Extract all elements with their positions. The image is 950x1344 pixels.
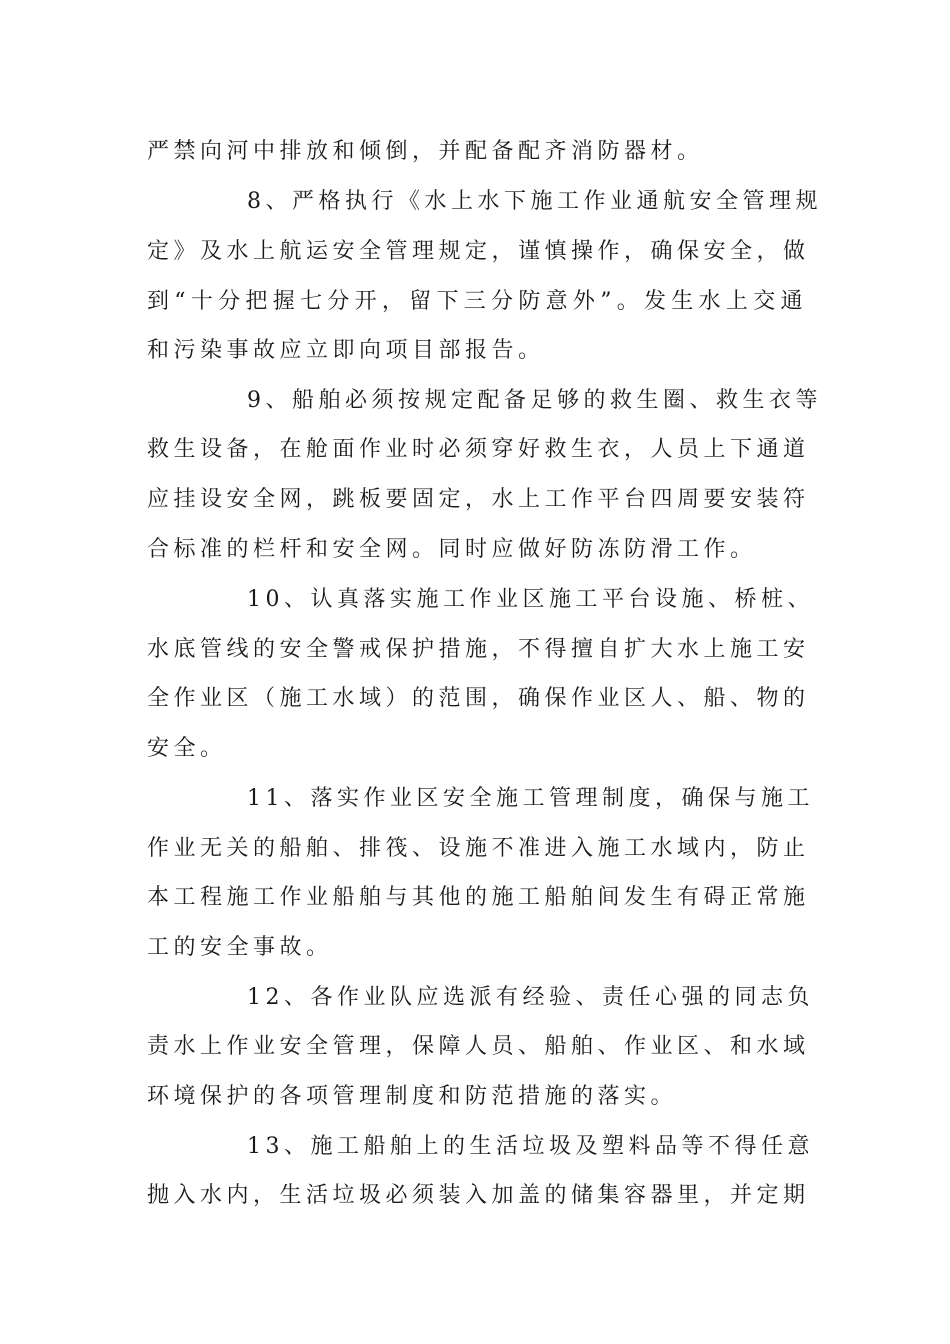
text-line: 安全。	[147, 736, 227, 761]
paragraph-12-first-line: 12、各作业队应选派有经验、责任心强的同志负	[247, 985, 814, 1010]
paragraph-13-first-line: 13、施工船舶上的生活垃圾及塑料品等不得任意	[247, 1134, 814, 1159]
text-line: 本工程施工作业船舶与其他的施工船舶间发生有碍正常施	[147, 885, 810, 910]
text-line: 抛入水内，生活垃圾必须装入加盖的储集容器里，并定期	[147, 1183, 810, 1208]
text-line: 环境保护的各项管理制度和防范措施的落实。	[147, 1084, 678, 1109]
text-line: 全作业区（施工水域）的范围，确保作业区人、船、物的	[147, 686, 810, 711]
text-line: 定》及水上航运安全管理规定，谨慎操作，确保安全，做	[147, 239, 810, 264]
paragraph-9-first-line: 9、船舶必须按规定配备足够的救生圈、救生衣等	[247, 388, 822, 413]
text-line: 合标准的栏杆和安全网。同时应做好防冻防滑工作。	[147, 537, 757, 562]
text-line: 和污染事故应立即向项目部报告。	[147, 338, 545, 363]
paragraph-8-first-line: 8、严格执行《水上水下施工作业通航安全管理规	[247, 189, 822, 214]
text-line: 工的安全事故。	[147, 935, 333, 960]
text-line: 水底管线的安全警戒保护措施，不得擅自扩大水上施工安	[147, 637, 810, 662]
paragraph-10-first-line: 10、认真落实施工作业区施工平台设施、桥桩、	[247, 587, 814, 612]
paragraph-11-first-line: 11、落实作业区安全施工管理制度，确保与施工	[247, 786, 814, 811]
text-line: 应挂设安全网，跳板要固定，水上工作平台四周要安装符	[147, 487, 810, 512]
text-line: 到“十分把握七分开，留下三分防意外”。发生水上交通	[147, 289, 807, 314]
text-line: 救生设备，在舱面作业时必须穿好救生衣，人员上下通道	[147, 437, 810, 462]
text-line: 严禁向河中排放和倾倒，并配备配齐消防器材。	[147, 139, 704, 164]
text-line: 作业无关的船舶、排筏、设施不准进入施工水域内，防止	[147, 836, 810, 861]
text-line: 责水上作业安全管理，保障人员、船舶、作业区、和水域	[147, 1034, 810, 1059]
